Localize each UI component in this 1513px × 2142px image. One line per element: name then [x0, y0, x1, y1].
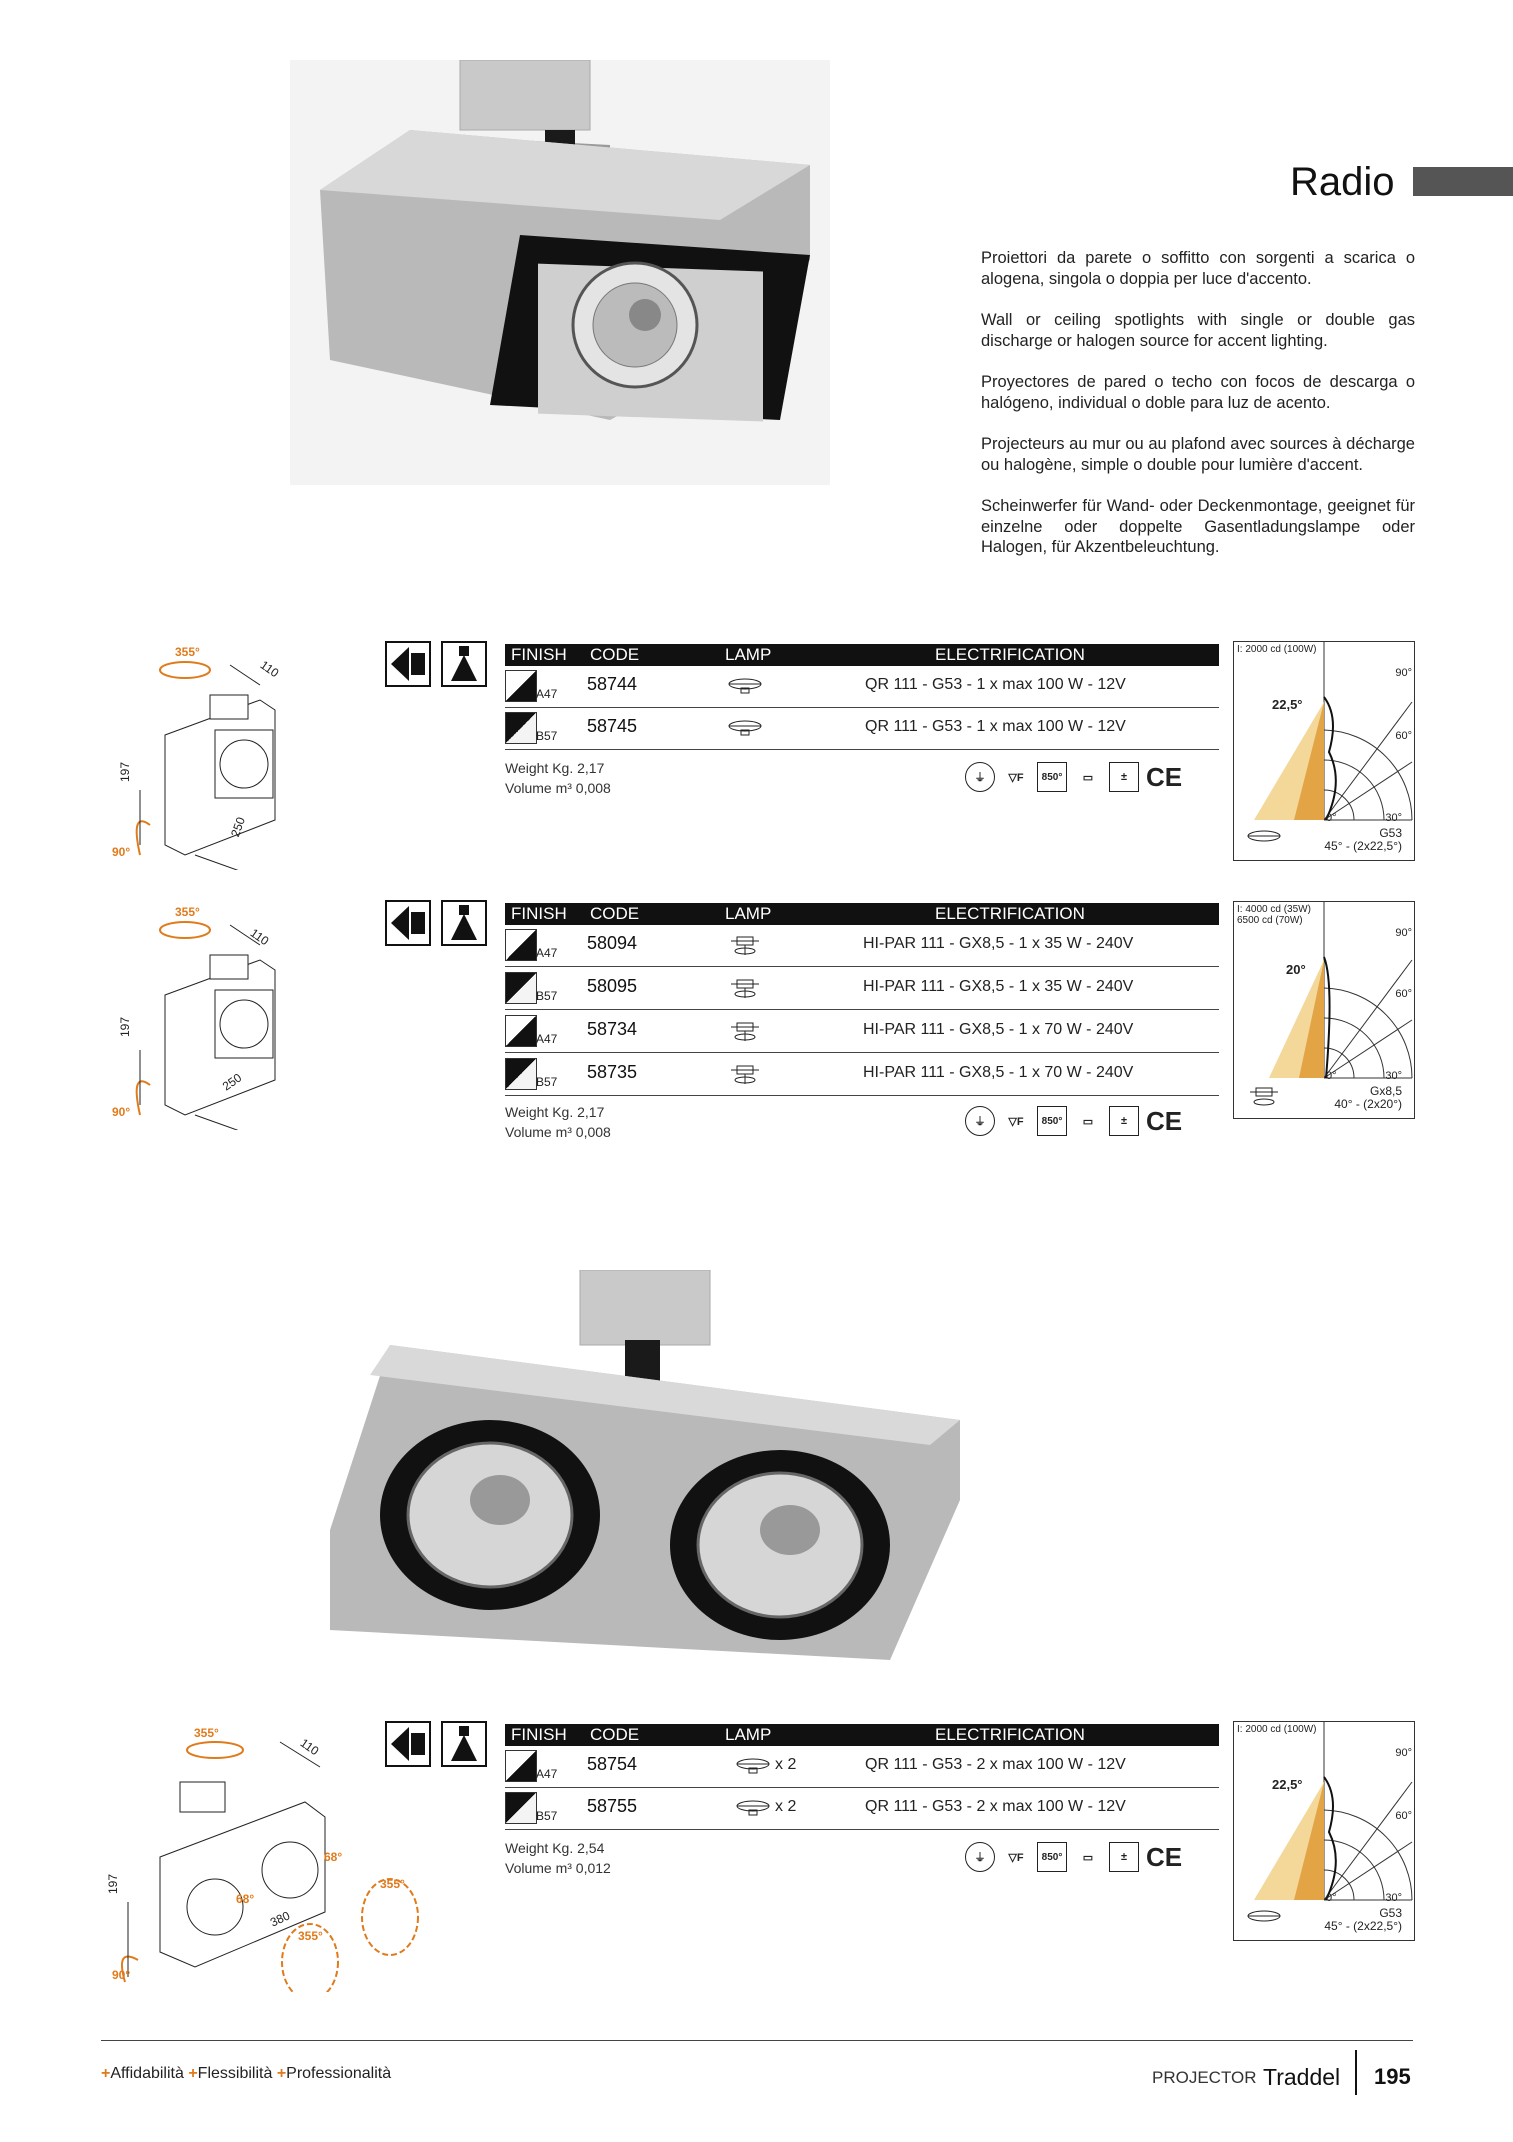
product-code: 58754 [587, 1754, 638, 1774]
polar-90: 90° [1395, 1747, 1412, 1759]
electrification-value: QR 111 - G53 - 1 x max 100 W - 12V [865, 676, 1126, 693]
footer-section: PROJECTOR [1152, 2068, 1257, 2087]
polar-beam: 40° - (2x20°) [1334, 1097, 1402, 1111]
ceiling-mount-icon [441, 900, 487, 946]
electrification-value: HI-PAR 111 - GX8,5 - 1 x 70 W - 240V [863, 1021, 1134, 1038]
lamp-icon [725, 1019, 765, 1043]
tilt-label: 90° [112, 845, 131, 859]
polar-beam: 45° - (2x22,5°) [1324, 839, 1402, 853]
spec-table-2 [505, 903, 1219, 1143]
header-code: CODE [590, 645, 640, 664]
tagline-1: Affidabilità [110, 2065, 184, 2082]
lamp-icon [725, 1062, 765, 1086]
product-code: 58094 [587, 933, 638, 953]
earth-icon: ⏚ [965, 1842, 995, 1872]
polar-base [1324, 1907, 1402, 1933]
polar-angle: 22,5° [1272, 1777, 1303, 1792]
volume: Volume m³ 0,012 [505, 1860, 611, 1876]
header-finish: FINISH [511, 904, 567, 923]
finish-swatch [505, 972, 537, 1004]
height-label: 197 [106, 1873, 121, 1895]
rotation-label: 355° [175, 905, 200, 919]
certification-icons [965, 1842, 1182, 1872]
header-finish: FINISH [511, 1725, 567, 1744]
ce-mark-icon: CE [1145, 761, 1183, 792]
polar-30: 30° [1385, 812, 1402, 824]
header-code: CODE [590, 904, 640, 923]
header-electrification: ELECTRIFICATION [935, 1725, 1085, 1744]
polar-socket: G53 [1379, 826, 1402, 840]
dimension-drawing-1 [110, 640, 290, 870]
lamp-icon [1244, 826, 1284, 848]
description-es: Proyectores de pared o techo con focos de descarga o halógeno, individual o doble para luz de acento. [981, 373, 1415, 412]
depth-label: 110 [297, 1735, 322, 1759]
polar-0: 0° [1326, 1892, 1337, 1904]
weight: Weight Kg. 2,54 [505, 1840, 605, 1856]
polar-socket: G53 [1379, 1906, 1402, 1920]
wall-mount-icon [385, 1721, 431, 1767]
header-electrification: ELECTRIFICATION [935, 904, 1085, 923]
tagline-3: Professionalità [286, 2065, 392, 2082]
f-mark-icon: ▽F [1008, 771, 1024, 784]
product-code: 58735 [587, 1062, 638, 1082]
polar-30: 30° [1385, 1892, 1402, 1904]
rotation-label: 355° [175, 645, 200, 659]
table-row [505, 1746, 1219, 1788]
product-code: 58734 [587, 1019, 638, 1039]
plus-sign: + [188, 2065, 198, 2082]
lamp-icon [733, 1754, 773, 1776]
polar-base [1324, 827, 1402, 853]
polar-beam: 45° - (2x22,5°) [1324, 1919, 1402, 1933]
table-row [505, 1788, 1219, 1830]
earth-icon: ⏚ [965, 762, 995, 792]
ce-mark-icon: CE [1145, 1105, 1183, 1136]
finish-code: A47 [536, 1767, 558, 1781]
earth-icon: ⏚ [965, 1106, 995, 1136]
ceiling-mount-icon [441, 1721, 487, 1767]
weight: Weight Kg. 2,17 [505, 760, 605, 776]
spec-table-3 [505, 1724, 1219, 1884]
ceiling-mount-icon [441, 641, 487, 687]
table-header [505, 644, 1219, 666]
dimension-drawing-svg [100, 1722, 430, 1992]
tagline-2: Flessibilità [197, 2065, 273, 2082]
lamp-icon [725, 933, 765, 957]
weight-volume [505, 1838, 611, 1878]
lamp-quantity: x 2 [775, 1798, 797, 1815]
product-photo-single [290, 60, 830, 485]
weight: Weight Kg. 2,17 [505, 1104, 605, 1120]
finish-swatch [505, 1792, 537, 1824]
wall-mount-icon [385, 641, 431, 687]
height-label: 197 [118, 761, 133, 783]
finish-swatch [505, 1058, 537, 1090]
finish-code: B57 [536, 1809, 558, 1823]
swivel-label: 68° [324, 1850, 343, 1864]
voltage-icon: ± [1109, 762, 1139, 792]
single-spotlight-illustration [290, 60, 830, 485]
electrification-value: HI-PAR 111 - GX8,5 - 1 x 70 W - 240V [863, 1064, 1134, 1081]
polar-socket: Gx8,5 [1369, 1084, 1402, 1098]
polar-60: 60° [1395, 1810, 1412, 1822]
footer-divider [101, 2040, 1413, 2041]
lamp-quantity: x 2 [775, 1756, 797, 1773]
finish-code: A47 [536, 1032, 558, 1046]
table-row [505, 1054, 1219, 1096]
finish-code: B57 [536, 989, 558, 1003]
polar-0: 0° [1326, 1070, 1337, 1082]
swivel-label-2: 68° [236, 1892, 255, 1906]
polar-intensity: I: 2000 cd (100W) [1237, 644, 1317, 655]
rotation-label-3: 355° [298, 1929, 323, 1943]
description-en: Wall or ceiling spotlights with single or double gas discharge or halogen source for accent lighting. [981, 311, 1415, 350]
polar-intensity-2: 6500 cd (70W) [1237, 915, 1303, 926]
ce-mark-icon: CE [1145, 1841, 1183, 1872]
width-label: 250 [219, 1070, 245, 1094]
polar-intensity: I: 2000 cd (100W) [1237, 1724, 1317, 1735]
depth-label: 110 [257, 657, 282, 681]
polar-angle: 22,5° [1272, 697, 1303, 712]
transformer-icon: ▭ [1082, 771, 1094, 784]
f-mark-icon: ▽F [1008, 1115, 1024, 1128]
header-lamp: LAMP [725, 904, 772, 923]
dimension-drawing-2 [110, 900, 290, 1130]
product-code: 58745 [587, 716, 638, 736]
polar-diagram-3 [1233, 1721, 1415, 1941]
header-electrification: ELECTRIFICATION [935, 645, 1085, 664]
certification-icons [965, 762, 1182, 792]
polar-base [1334, 1085, 1402, 1111]
polar-90: 90° [1395, 667, 1412, 679]
spec-table-1 [505, 644, 1219, 804]
finish-swatch [505, 712, 537, 744]
plus-sign: + [276, 2065, 287, 2082]
lamp-icon [725, 716, 765, 738]
header-lamp: LAMP [725, 1725, 772, 1744]
polar-60: 60° [1395, 988, 1412, 1000]
voltage-icon: ± [1109, 1842, 1139, 1872]
finish-code: B57 [536, 729, 558, 743]
volume: Volume m³ 0,008 [505, 1124, 611, 1140]
finish-code: A47 [536, 946, 558, 960]
electrification-value: HI-PAR 111 - GX8,5 - 1 x 35 W - 240V [863, 935, 1134, 952]
product-photo-double [330, 1270, 960, 1670]
product-code: 58095 [587, 976, 638, 996]
table-row [505, 968, 1219, 1010]
f-mark-icon: ▽F [1008, 1851, 1024, 1864]
weight-volume [505, 758, 611, 798]
footer-brand: Traddel [1263, 2064, 1341, 2090]
polar-diagram-1 [1233, 641, 1415, 861]
tilt-label: 90° [112, 1968, 131, 1982]
header-finish: FINISH [511, 645, 567, 664]
finish-swatch [505, 929, 537, 961]
rotation-label-2: 355° [380, 1877, 405, 1891]
table-header [505, 1724, 1219, 1746]
lamp-icon [1244, 1906, 1284, 1928]
height-label: 197 [118, 1016, 133, 1038]
finish-swatch [505, 670, 537, 702]
transformer-icon: ▭ [1082, 1851, 1094, 1864]
polar-diagram-2 [1233, 901, 1415, 1119]
polar-0: 0° [1326, 812, 1337, 824]
polar-60: 60° [1395, 730, 1412, 742]
double-spotlight-illustration [330, 1270, 960, 1670]
header-code: CODE [590, 1725, 640, 1744]
temperature-icon: 850° [1037, 1842, 1067, 1872]
transformer-icon: ▭ [1082, 1115, 1094, 1128]
temperature-icon: 850° [1037, 1106, 1067, 1136]
table-row [505, 666, 1219, 708]
dimension-drawing-svg [110, 640, 290, 870]
lamp-icon [1244, 1084, 1284, 1108]
polar-angle: 20° [1286, 962, 1306, 977]
finish-code: B57 [536, 1075, 558, 1089]
lamp-icon [725, 976, 765, 1000]
electrification-value: QR 111 - G53 - 2 x max 100 W - 12V [865, 1756, 1126, 1773]
title-accent-bar [1413, 167, 1513, 196]
width-label: 380 [267, 1908, 293, 1930]
header-lamp: LAMP [725, 645, 772, 664]
description [981, 248, 1415, 579]
dimension-drawing-3 [100, 1722, 430, 1992]
product-code: 58744 [587, 674, 638, 694]
voltage-icon: ± [1109, 1106, 1139, 1136]
rotation-label: 355° [194, 1726, 219, 1740]
electrification-value: QR 111 - G53 - 2 x max 100 W - 12V [865, 1798, 1126, 1815]
width-label: 250 [228, 815, 249, 839]
finish-swatch [505, 1015, 537, 1047]
description-it: Proiettori da parete o soffitto con sorgenti a scarica o alogena, singola o doppia per luce d'accento. [981, 249, 1415, 288]
polar-90: 90° [1395, 927, 1412, 939]
polar-30: 30° [1385, 1070, 1402, 1082]
lamp-icon [725, 674, 765, 696]
table-row [505, 708, 1219, 750]
footer-separator [1355, 2050, 1357, 2095]
page-number: 195 [1374, 2064, 1411, 2089]
volume: Volume m³ 0,008 [505, 780, 611, 796]
depth-label: 110 [247, 925, 272, 949]
table-row [505, 1011, 1219, 1053]
table-header [505, 903, 1219, 925]
weight-volume [505, 1102, 611, 1142]
wall-mount-icon [385, 900, 431, 946]
electrification-value: HI-PAR 111 - GX8,5 - 1 x 35 W - 240V [863, 978, 1134, 995]
finish-swatch [505, 1750, 537, 1782]
description-fr: Projecteurs au mur ou au plafond avec sources à décharge ou halogène, simple o double pour lumière d'accent. [981, 435, 1415, 474]
product-title: Radio [1290, 160, 1395, 204]
table-row [505, 925, 1219, 967]
tilt-label: 90° [112, 1105, 131, 1119]
electrification-value: QR 111 - G53 - 1 x max 100 W - 12V [865, 718, 1126, 735]
description-de: Scheinwerfer für Wand- oder Deckenmontage, geeignet für einzelne oder doppelte Gasentladungslampe oder Halogen, für Akzentbeleuchtung. [981, 497, 1415, 556]
product-code: 58755 [587, 1796, 638, 1816]
certification-icons [965, 1106, 1182, 1136]
temperature-icon: 850° [1037, 762, 1067, 792]
footer-tagline [101, 2065, 391, 2083]
plus-sign: + [101, 2065, 111, 2082]
polar-intensity: I: 4000 cd (35W) [1237, 904, 1311, 915]
finish-code: A47 [536, 687, 558, 701]
lamp-icon [733, 1796, 773, 1818]
